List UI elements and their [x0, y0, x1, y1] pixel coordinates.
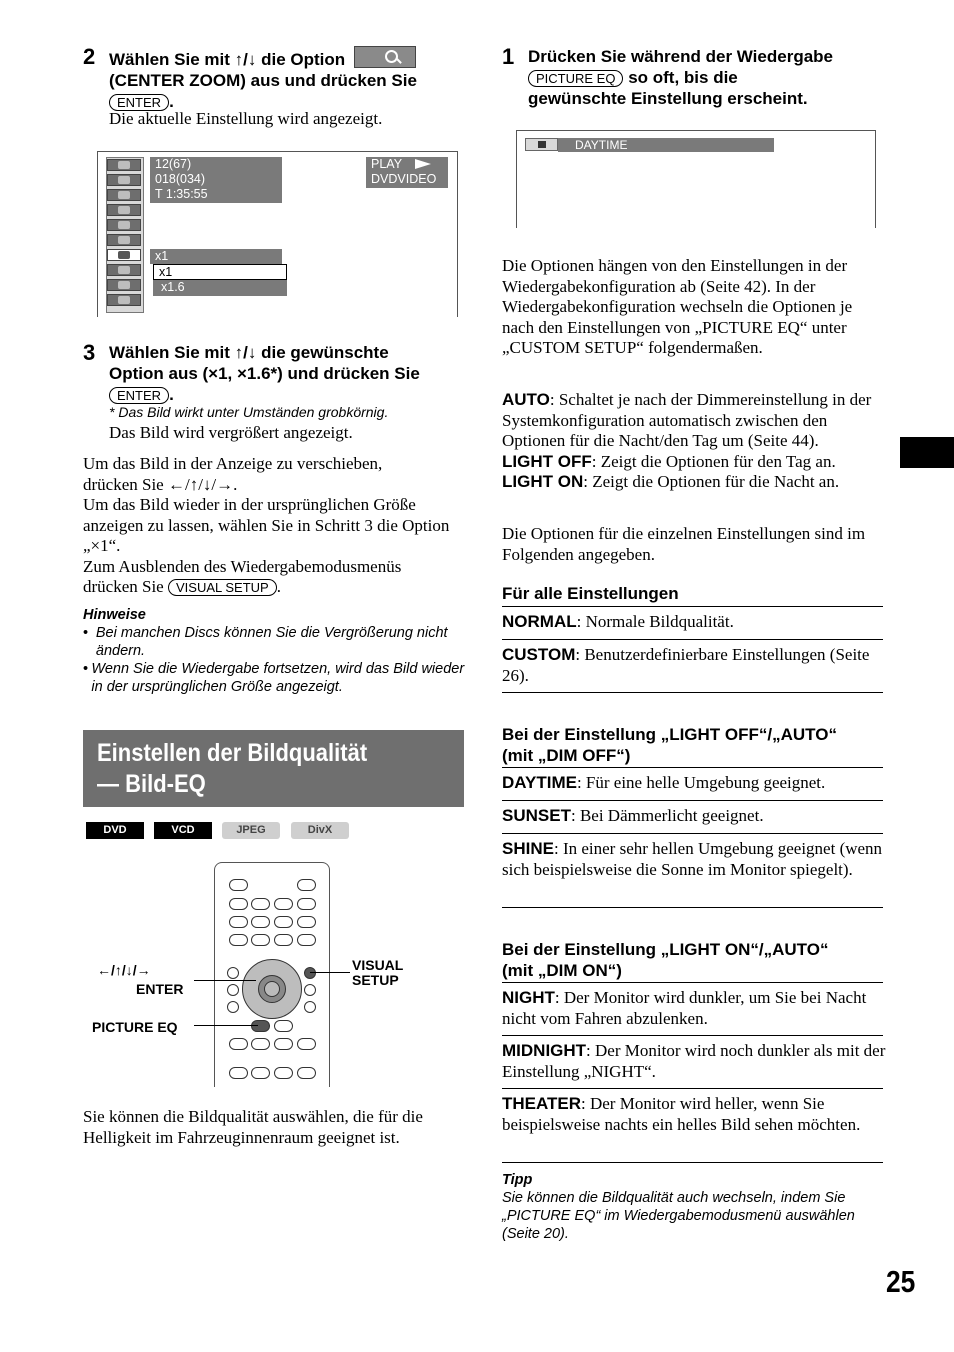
osd-info-box	[150, 157, 282, 203]
lightoff-term: LIGHT OFF	[502, 451, 592, 471]
tipp-text: Sie können die Bildqualität auch wechseln, indem Sie „PICTURE EQ“ im Wiedergabemodusmenü auswählen (Seite 20).	[502, 1190, 855, 1242]
divider	[502, 1088, 883, 1089]
enter-key: ENTER	[109, 387, 169, 404]
normal-text: : Normale Bildqualität.	[576, 612, 734, 631]
divider	[502, 1035, 883, 1036]
closing-paragraph: Sie können die Bildqualität auswählen, die für die Helligkeit im Fahrzeuginnenraum geeignet ist.	[83, 1107, 423, 1147]
section-title-line1: Einstellen der Bildqualität	[97, 739, 368, 767]
lighton-term: LIGHT ON	[502, 472, 584, 491]
badge-vcd: VCD	[154, 822, 212, 839]
remote-button[interactable]	[251, 916, 270, 928]
remote-button[interactable]	[274, 1038, 293, 1050]
step-3-option-text: die gewünschte	[261, 343, 389, 362]
divider	[502, 800, 883, 801]
footnote: * Das Bild wirkt unter Umständen grobkörnig.	[109, 404, 389, 420]
left-paragraphs	[83, 454, 468, 598]
period: .	[169, 385, 174, 404]
callout-line	[194, 980, 256, 981]
lighton-text: : Zeigt die Optionen für die Nacht an.	[583, 472, 840, 491]
picture-icon	[107, 294, 141, 306]
enter-button[interactable]	[258, 975, 286, 1003]
enter-key: ENTER	[109, 94, 169, 111]
osd-zoom-option-x1-6[interactable]: x1.6	[153, 280, 287, 296]
visual-setup-key: VISUAL SETUP	[168, 579, 277, 596]
picture-eq-label: PICTURE EQ	[92, 1019, 178, 1035]
para-hide-b: drücken Sie	[83, 577, 164, 596]
picture-eq-key: PICTURE EQ	[528, 70, 623, 87]
remote-button[interactable]	[229, 1038, 248, 1050]
title-icon	[107, 174, 141, 186]
group-3-title-line1: Bei der Einstellung „LIGHT ON“/„AUTO“	[502, 940, 829, 959]
hinweis-item: • Bei manchen Discs können Sie die Vergrößerung nicht ändern.	[83, 624, 468, 660]
step-3-number: 3	[83, 340, 96, 365]
remote-button[interactable]	[274, 1067, 293, 1079]
divider	[502, 1162, 883, 1163]
remote-button[interactable]	[297, 916, 316, 928]
remote-button[interactable]	[251, 934, 270, 946]
midnight-def	[502, 1041, 887, 1082]
daytime-term: DAYTIME	[502, 773, 577, 792]
custom-term: CUSTOM	[502, 645, 576, 664]
remote-button[interactable]	[227, 967, 239, 979]
custom-def	[502, 645, 887, 686]
step-1-heading	[528, 46, 888, 109]
picture-icon	[525, 138, 558, 151]
zoom-icon	[107, 249, 141, 261]
para-move-a: Um das Bild in der Anzeige zu verschieben,	[83, 454, 383, 473]
lightoff-text: : Zeigt die Optionen für den Tag an.	[591, 451, 836, 471]
night-text: : Der Monitor wird dunkler, um Sie bei Nacht nicht vom Fahren abzulenken.	[502, 988, 867, 1028]
angle-icon	[107, 234, 141, 246]
enter-label: ENTER	[136, 981, 184, 997]
osd-zoom-option-x1[interactable]: x1	[153, 264, 287, 280]
step-1-line3: gewünschte Einstellung erscheint.	[528, 89, 808, 108]
theater-term: THEATER	[502, 1094, 582, 1113]
remote-button[interactable]	[297, 1038, 316, 1050]
remote-button[interactable]	[274, 934, 293, 946]
shine-text: : In einer sehr hellen Umgebung geeignet (wenn sich beispielsweise die Sonne im Monitor spiegelt).	[502, 839, 883, 879]
remote-button[interactable]	[227, 1001, 239, 1013]
remote-button[interactable]	[297, 898, 316, 910]
remote-button[interactable]	[304, 984, 316, 996]
divider	[502, 692, 883, 693]
step-2-line2: (CENTER ZOOM) aus und drücken Sie	[109, 71, 417, 90]
visual-setup-button[interactable]	[304, 967, 316, 979]
osd-time: T 1:35:55	[155, 187, 208, 201]
step-1-line1: Drücken Sie während der Wiedergabe	[528, 47, 833, 66]
remote-button[interactable]	[229, 898, 248, 910]
visual-label: VISUAL	[352, 957, 404, 973]
remote-button[interactable]	[274, 1020, 293, 1032]
remote-button[interactable]	[229, 934, 248, 946]
mode-definitions	[502, 390, 887, 493]
subtitle-icon	[107, 219, 141, 231]
play-arrow-icon	[415, 159, 431, 169]
remote-button[interactable]	[297, 1067, 316, 1079]
shine-term: SHINE	[502, 839, 554, 858]
divider	[502, 907, 883, 908]
step-3-text: Wählen Sie mit	[109, 343, 230, 362]
divider	[502, 639, 883, 640]
callout-line	[310, 972, 350, 973]
theater-def	[502, 1094, 887, 1135]
night-term: NIGHT	[502, 988, 555, 1007]
midnight-text: : Der Monitor wird noch dunkler als mit der Einstellung „NIGHT“.	[502, 1041, 886, 1081]
group-2-title-line1: Bei der Einstellung „LIGHT OFF“/„AUTO“	[502, 725, 837, 744]
section-tab	[900, 437, 954, 468]
callout-line	[194, 1025, 258, 1026]
remote-button[interactable]	[229, 916, 248, 928]
up-down-arrows-icon: ↑/↓	[234, 50, 257, 69]
osd-play-box	[366, 157, 448, 188]
step-2-body: Die aktuelle Einstellung wird angezeigt.	[109, 109, 383, 128]
page-number: 25	[886, 1264, 916, 1299]
remote-button[interactable]	[304, 1001, 316, 1013]
sunset-def	[502, 806, 887, 827]
setup-label: SETUP	[352, 972, 399, 988]
midnight-term: MIDNIGHT	[502, 1041, 587, 1060]
section-title	[97, 738, 367, 800]
badge-divx: DivX	[291, 822, 349, 839]
sunset-text: : Bei Dämmerlicht geeignet.	[570, 806, 764, 825]
normal-def	[502, 612, 887, 633]
remote-button[interactable]	[251, 1038, 270, 1050]
divider	[502, 606, 883, 607]
hinweise-title: Hinweise	[83, 607, 146, 623]
custom-text: : Benutzerdefinierbare Einstellungen (Seite 26).	[502, 645, 870, 685]
hinweis-text: Wenn Sie die Wiedergabe fortsetzen, wird das Bild wieder in der ursprünglichen Größe angezeigt.	[91, 661, 465, 695]
arrows-label: ←/↑/↓/→	[97, 962, 151, 978]
badge-dvd: DVD	[86, 822, 144, 839]
daytime-def	[502, 773, 887, 794]
repeat-icon	[107, 264, 141, 276]
osd-chapter: 018(034)	[155, 172, 206, 186]
center-zoom-icon	[354, 46, 416, 68]
group-3-title	[502, 939, 892, 981]
step-3-line2: Option aus (×1, ×1.6*) und drücken Sie	[109, 364, 420, 383]
remote-button[interactable]	[251, 898, 270, 910]
clock-icon	[107, 189, 141, 201]
step-2-heading	[109, 46, 469, 112]
period: .	[276, 577, 281, 596]
remote-control	[214, 862, 330, 1087]
remote-button[interactable]	[229, 1067, 248, 1079]
divider	[502, 833, 883, 834]
divider	[502, 982, 883, 983]
step-1-line2: so oft, bis die	[628, 68, 738, 87]
step-1-number: 1	[502, 44, 515, 69]
sunset-term: SUNSET	[502, 806, 571, 825]
osd-daytime: DAYTIME	[558, 138, 774, 152]
theater-text: : Der Monitor wird heller, wenn Sie beispielsweise nachts ein helles Bild sehen möchten.	[502, 1094, 861, 1134]
auto-text: : Schaltet je nach der Dimmereinstellung in der Systemkonfiguration automatisch zwischen den Optionen für die Nacht/den Tag um (Seite 44).	[502, 390, 872, 450]
disc-icon	[107, 159, 141, 171]
zoom-osd-screen	[97, 151, 458, 317]
shuffle-icon	[107, 279, 141, 291]
audio-icon	[107, 204, 141, 216]
right-intro: Die Optionen hängen von den Einstellungen in der Wiedergabekonfiguration ab (Seite 42). In der Wiedergabekonfiguration wechseln die Optionen je nach den Einstellungen von „PICTURE EQ“ unter „CUSTOM SETUP“ folgendermaßen.	[502, 256, 853, 357]
step-3-heading	[109, 342, 469, 405]
hinweis-item: • Wenn Sie die Wiedergabe fortsetzen, wird das Bild wieder in der ursprünglichen Größe angezeigt.	[83, 660, 468, 696]
section-title-line2: — Bild-EQ	[97, 770, 206, 798]
hinweis-text: Bei manchen Discs können Sie die Vergrößerung nicht ändern.	[95, 625, 448, 659]
step-3-body: Das Bild wird vergrößert angezeigt.	[109, 423, 353, 442]
hinweise-list	[83, 624, 468, 696]
period: .	[169, 92, 174, 111]
osd-format: DVDVIDEO	[371, 172, 437, 186]
para-hide-a: Zum Ausblenden des Wiedergabemodusmenüs	[83, 556, 402, 576]
remote-button[interactable]	[274, 898, 293, 910]
step-2-number: 2	[83, 44, 96, 69]
step-2-text: Wählen Sie mit	[109, 50, 230, 69]
group-2-title-line2: (mit „DIM OFF“)	[502, 746, 631, 765]
shine-def	[502, 839, 887, 880]
daytime-text: : Für eine helle Umgebung geeignet.	[576, 773, 826, 792]
options-intro: Die Optionen für die einzelnen Einstellungen sind im Folgenden angegeben.	[502, 524, 866, 564]
para-move-b: drücken Sie ←/↑/↓/→.	[83, 474, 238, 494]
picture-eq-button[interactable]	[251, 1020, 270, 1032]
remote-button[interactable]	[251, 1067, 270, 1079]
para-reset: Um das Bild wieder in der ursprünglichen Größe anzeigen zu lassen, wählen Sie in Schritt 3 die Option „×1“.	[83, 495, 450, 555]
remote-button[interactable]	[297, 879, 316, 891]
up-down-arrows-icon: ↑/↓	[234, 343, 257, 362]
auto-term: AUTO	[502, 390, 550, 409]
osd-zoom-current: x1	[150, 249, 282, 264]
dpad[interactable]	[242, 959, 302, 1019]
normal-term: NORMAL	[502, 612, 577, 631]
remote-button[interactable]	[274, 916, 293, 928]
badge-jpeg: JPEG	[222, 822, 280, 839]
step-2-option-text: die Option	[261, 50, 346, 69]
divider	[502, 767, 883, 768]
group-1-title: Für alle Einstellungen	[502, 584, 679, 603]
osd-track: 12(67)	[155, 157, 192, 171]
tipp-title: Tipp	[502, 1172, 533, 1188]
group-2-title	[502, 724, 892, 766]
group-3-title-line2: (mit „DIM ON“)	[502, 961, 622, 980]
night-def	[502, 988, 887, 1029]
section-header	[83, 730, 464, 807]
picture-eq-osd-screen	[516, 130, 876, 228]
osd-play-text: PLAY	[371, 157, 402, 171]
remote-button[interactable]	[227, 984, 239, 996]
remote-button[interactable]	[297, 934, 316, 946]
remote-button[interactable]	[229, 879, 248, 891]
